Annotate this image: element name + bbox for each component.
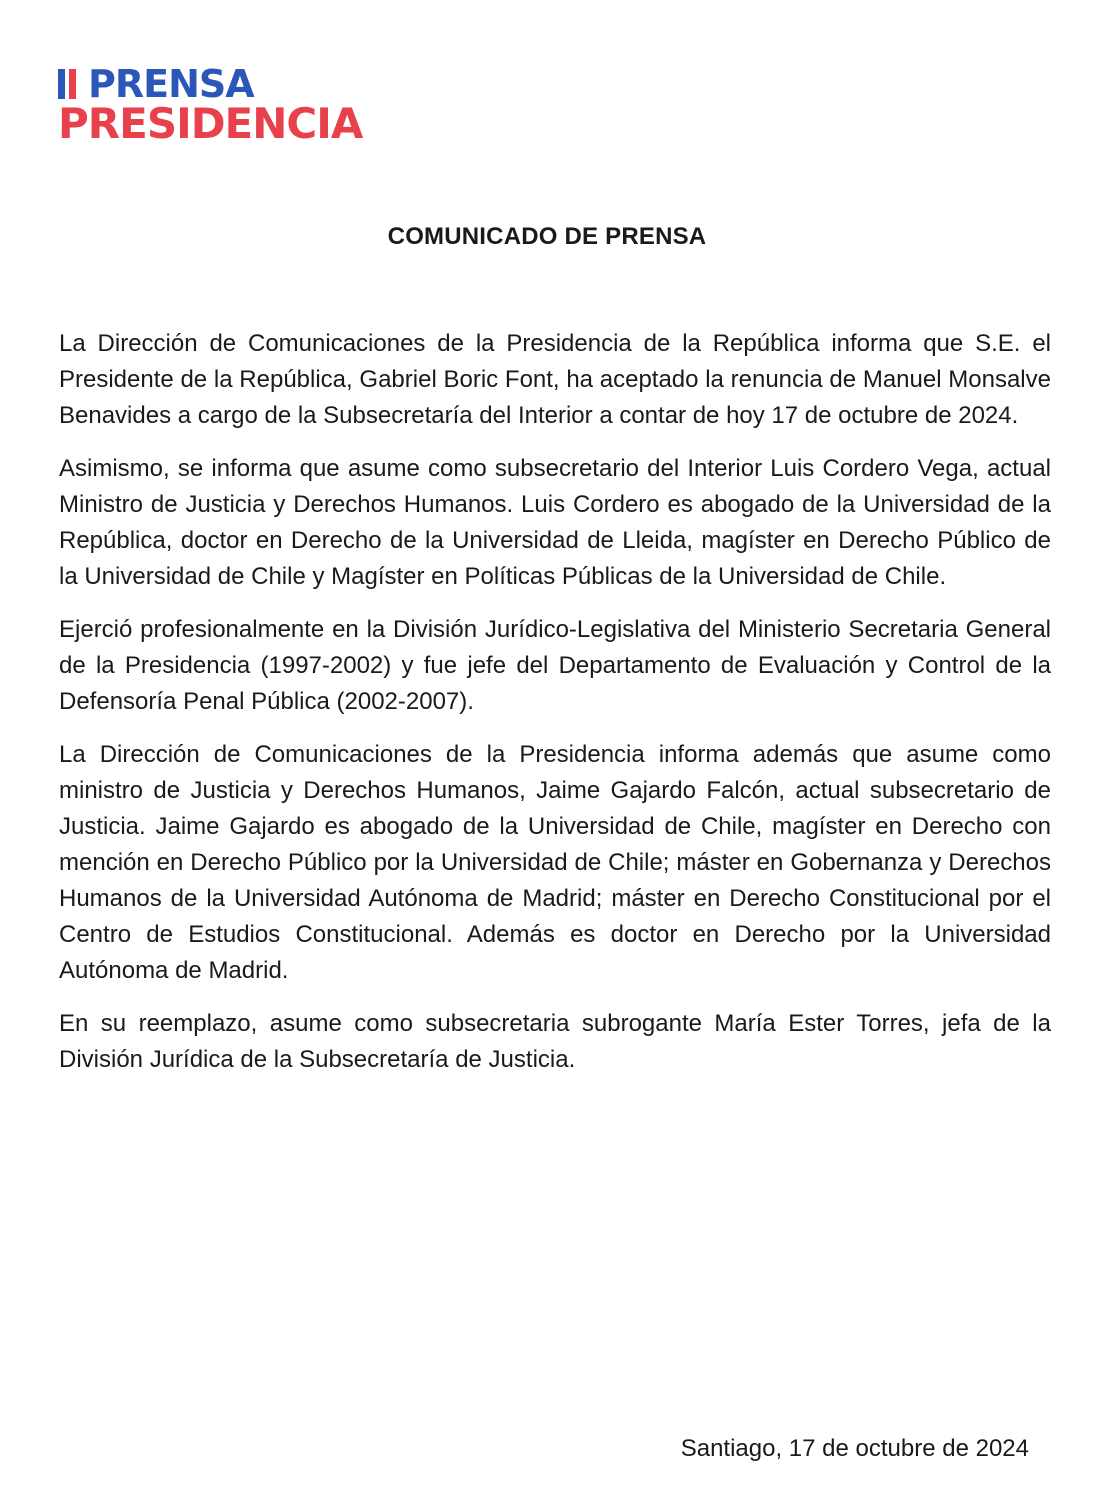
prensa-presidencia-logo xyxy=(58,64,418,148)
dateline: Santiago, 17 de octubre de 2024 xyxy=(680,1435,1029,1462)
paragraph-5: En su reemplazo, asume como subsecretaria subrogante María Ester Torres, jefa de la División Jurídica de la Subsecretaría de Justicia. xyxy=(59,1010,1051,1073)
document-body xyxy=(59,326,1051,1095)
paragraph-4: La Dirección de Comunicaciones de la Presidencia informa además que asume como ministro de Justicia y Derechos Humanos, Jaime Gajardo Falcón, actual subsecretario de Justicia. Jaime Gajardo es abogado de la Universidad de Chile, magíster en Derecho con mención en Derecho Público por la Universidad de Chile; máster en Gobernanza y Derechos Humanos de la Universidad Autónoma de Madrid; máster en Derecho Constitucional por el Centro de Estudios Constitucional. Además es doctor en Derecho por la Universidad Autónoma de Madrid. xyxy=(59,741,1051,984)
flag-bars-icon xyxy=(58,69,84,99)
paragraph-1: La Dirección de Comunicaciones de la Presidencia de la República informa que S.E. el Presidente de la República, Gabriel Boric Font, ha aceptado la renuncia de Manuel Monsalve Benavides a cargo de la Subsecretaría del Interior a contar de hoy 17 de octubre de 2024. xyxy=(59,330,1051,429)
logo-text-presidencia: PRESIDENCIA xyxy=(58,99,363,148)
logo-text-prensa: PRENSA xyxy=(88,62,254,106)
document-title: COMUNICADO DE PRENSA xyxy=(387,223,707,250)
paragraph-3: Ejerció profesionalmente en la División Jurídico-Legislativa del Ministerio Secretaria General de la Presidencia (1997-2002) y fue jefe del Departamento de Evaluación y Control de la Defensoría Penal Pública (2002-2007). xyxy=(59,616,1051,715)
paragraph-2: Asimismo, se informa que asume como subsecretario del Interior Luis Cordero Vega, actual Ministro de Justicia y Derechos Humanos. Luis Cordero es abogado de la Universidad de la República, doctor en Derecho de la Universidad de Lleida, magíster en Derecho Público de la Universidad de Chile y Magíster en Políticas Públicas de la Universidad de Chile. xyxy=(59,455,1051,590)
